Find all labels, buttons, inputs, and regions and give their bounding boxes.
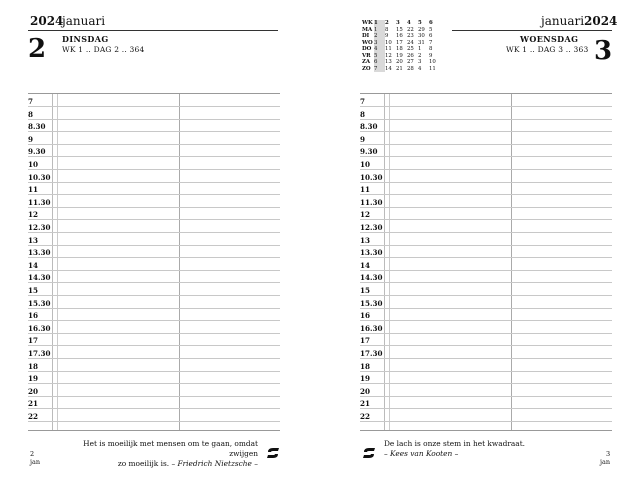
hour-row-line	[28, 408, 280, 409]
calendar-date: 9	[429, 52, 433, 59]
right-year: 2024	[584, 14, 618, 28]
hour-row-line	[28, 358, 280, 359]
hour-label: 19	[28, 374, 39, 384]
calendar-date: 8	[429, 46, 433, 52]
hour-row-line	[28, 119, 280, 120]
calendar-date: 28	[407, 65, 414, 72]
calendar-date: 11	[429, 65, 436, 72]
hour-label: 8.30	[360, 122, 378, 132]
calendar-date: 27	[407, 59, 414, 65]
hour-label: 13.30	[360, 248, 383, 258]
hour-row-line	[28, 270, 280, 271]
hour-label: 15.30	[28, 298, 51, 308]
hour-row-line	[28, 257, 280, 258]
hour-label: 17.30	[28, 349, 51, 358]
calendar-date: 10	[429, 59, 436, 65]
brand-logo-icon	[362, 446, 376, 460]
hour-row-line	[360, 257, 612, 258]
hour-row-line	[360, 156, 612, 157]
left-quote-author: Friedrich Nietzsche	[177, 459, 252, 468]
left-header-rule	[28, 30, 278, 31]
hour-row-line	[360, 131, 612, 132]
calendar-date: 5	[374, 53, 385, 60]
calendar-day-label: DI	[362, 33, 370, 39]
hour-row-line	[360, 383, 612, 384]
hour-row-line	[360, 144, 612, 145]
calendar-date: 18	[396, 46, 403, 52]
hour-label: 21	[28, 399, 39, 409]
calendar-date: 7	[429, 39, 433, 46]
hour-row-line	[360, 245, 612, 246]
hour-label: 9	[28, 134, 34, 144]
mini-calendar	[362, 20, 440, 72]
hour-row-line	[28, 371, 280, 372]
calendar-date: 1	[374, 27, 385, 34]
calendar-date: 2	[418, 52, 422, 59]
hour-row-line	[28, 282, 280, 283]
left-day-number: 2	[28, 34, 47, 64]
calendar-date: 12	[385, 52, 392, 59]
hour-row-line	[28, 156, 280, 157]
calendar-date: 15	[396, 26, 403, 33]
hour-row-line	[28, 308, 280, 309]
calendar-date: 6	[429, 33, 433, 39]
left-quote	[58, 439, 258, 469]
calendar-date: 21	[396, 65, 403, 72]
hour-row-line	[360, 371, 612, 372]
hour-label: 18	[360, 361, 371, 371]
hour-row-line	[360, 408, 612, 409]
calendar-date: 22	[407, 26, 414, 33]
hour-row-line	[360, 232, 612, 233]
hour-label: 11	[28, 185, 39, 195]
hour-label: 20	[360, 386, 371, 396]
hour-row-line	[360, 421, 612, 422]
calendar-date: 17	[396, 39, 403, 46]
hour-label: 11.30	[28, 197, 51, 207]
hour-label: 17	[28, 336, 39, 346]
calendar-date: 5	[429, 26, 433, 33]
hour-label: 9.30	[28, 147, 46, 157]
calendar-date: 7	[374, 66, 385, 73]
hour-label: 8	[360, 109, 366, 119]
calendar-date: 1	[418, 46, 422, 52]
hour-row-line	[360, 308, 612, 309]
left-quote-line1: Het is moeilijk met mensen om te gaan, omdat zwijgen	[83, 439, 258, 458]
right-header-rule	[452, 30, 612, 31]
left-month: januari	[62, 14, 106, 28]
hour-row-line	[360, 194, 612, 195]
hour-label: 22	[360, 412, 371, 421]
calendar-date: 13	[385, 59, 392, 65]
hour-row-line	[28, 383, 280, 384]
hour-label: 9	[360, 134, 366, 144]
hour-label: 17	[360, 336, 371, 346]
hour-label: 14	[28, 260, 39, 270]
hour-label: 10	[28, 160, 39, 169]
hour-row-line	[360, 320, 612, 321]
grid-bottom-line	[360, 430, 612, 431]
hour-row-line	[28, 421, 280, 422]
hour-row-line	[28, 106, 280, 107]
hour-label: 12	[360, 210, 371, 220]
calendar-week-number: 4	[407, 20, 411, 26]
hour-label: 15	[28, 286, 39, 295]
right-quote-author: – Kees van Kooten –	[384, 449, 459, 458]
hour-label: 16	[360, 311, 371, 321]
calendar-date: 9	[385, 33, 389, 39]
hour-row-line	[28, 333, 280, 334]
calendar-date: 16	[396, 33, 403, 39]
hour-row-line	[28, 345, 280, 346]
hour-label: 14	[360, 260, 371, 270]
calendar-day-label: MA	[362, 26, 373, 33]
calendar-date: 14	[385, 65, 392, 72]
hour-label: 12.30	[28, 223, 51, 232]
hour-row-line	[360, 207, 612, 208]
calendar-date: 31	[418, 39, 425, 46]
hour-row-line	[360, 295, 612, 296]
hour-label: 13	[28, 235, 39, 245]
calendar-date: 2	[374, 33, 385, 40]
hour-row-line	[360, 358, 612, 359]
hour-row-line	[360, 219, 612, 220]
calendar-date: 20	[396, 59, 403, 65]
hour-row-line	[360, 396, 612, 397]
hour-label: 8	[28, 109, 34, 119]
hour-label: 22	[28, 412, 39, 421]
hour-label: 16.30	[360, 323, 383, 333]
calendar-day-label: DO	[362, 46, 372, 52]
hour-label: 7	[28, 97, 34, 106]
grid-bottom-line	[28, 430, 280, 431]
calendar-week-number: 5	[418, 20, 422, 26]
hour-label: 13.30	[28, 248, 51, 258]
right-day-number: 3	[594, 36, 613, 66]
calendar-week-number: 1	[374, 20, 385, 27]
right-day-name: WOENSDAG	[520, 34, 579, 44]
hour-row-line	[28, 320, 280, 321]
calendar-date: 19	[396, 52, 403, 59]
hour-row-line	[28, 219, 280, 220]
right-week-info: WK 1 .. DAG 3 .. 363	[506, 45, 589, 54]
hour-label: 13	[360, 235, 371, 245]
calendar-date: 30	[418, 33, 425, 39]
calendar-date: 11	[385, 46, 392, 52]
calendar-week-number: 2	[385, 20, 389, 26]
hour-label: 15.30	[360, 298, 383, 308]
hour-label: 17.30	[360, 349, 383, 358]
hour-label: 12.30	[360, 223, 383, 232]
hour-label: 19	[360, 374, 371, 384]
hour-row-line	[28, 295, 280, 296]
hour-row-line	[28, 144, 280, 145]
calendar-date: 3	[418, 59, 422, 65]
calendar-date: 29	[418, 26, 425, 33]
hour-row-line	[28, 396, 280, 397]
hour-row-line	[360, 333, 612, 334]
brand-logo-icon	[266, 446, 280, 460]
calendar-date: 3	[374, 40, 385, 47]
left-year: 2024	[30, 14, 64, 28]
calendar-date: 8	[385, 26, 389, 33]
hour-label: 11.30	[360, 197, 383, 207]
calendar-date: 25	[407, 46, 414, 52]
hour-row-line	[360, 169, 612, 170]
hour-label: 9.30	[360, 147, 378, 157]
hour-row-line	[360, 270, 612, 271]
hour-row-line	[360, 106, 612, 107]
hour-label: 20	[28, 386, 39, 396]
hour-row-line	[28, 169, 280, 170]
calendar-day-label: ZA	[362, 59, 371, 65]
right-hour-grid	[360, 93, 612, 431]
calendar-header-label: WK	[362, 20, 373, 26]
left-footer-date: 2 jan	[30, 450, 41, 466]
calendar-day-label: WO	[362, 39, 373, 46]
hour-label: 10.30	[28, 172, 51, 182]
hour-row-line	[360, 345, 612, 346]
left-hour-grid	[28, 93, 280, 431]
calendar-day-label: ZO	[362, 65, 371, 72]
hour-label: 14.30	[28, 273, 51, 283]
calendar-week-number: 3	[396, 20, 400, 26]
calendar-week-number: 6	[429, 20, 433, 26]
hour-label: 10	[360, 160, 371, 169]
calendar-date: 26	[407, 52, 414, 59]
hour-label: 18	[28, 361, 39, 371]
right-footer-date: 3 jan	[600, 450, 611, 466]
hour-row-line	[28, 131, 280, 132]
hour-row-line	[360, 282, 612, 283]
hour-label: 16.30	[28, 323, 51, 333]
calendar-date: 4	[418, 65, 422, 72]
left-quote-line2: zo moeilijk is. – Friedrich Nietzsche –	[117, 459, 258, 468]
left-day-name: DINSDAG	[62, 34, 109, 44]
hour-label: 11	[360, 185, 371, 195]
hour-row-line	[360, 119, 612, 120]
hour-label: 21	[360, 399, 371, 409]
calendar-date: 10	[385, 39, 392, 46]
calendar-date: 6	[374, 59, 385, 66]
right-quote-line1: De lach is onze stem in het kwadraat.	[384, 439, 526, 448]
calendar-date: 4	[374, 46, 385, 53]
hour-label: 10.30	[360, 172, 383, 182]
calendar-day-label: VR	[362, 52, 371, 59]
hour-row-line	[360, 182, 612, 183]
hour-row-line	[28, 207, 280, 208]
hour-row-line	[28, 182, 280, 183]
calendar-date: 24	[407, 39, 414, 46]
hour-label: 12	[28, 210, 39, 220]
hour-label: 8.30	[28, 122, 46, 132]
hour-row-line	[28, 194, 280, 195]
hour-row-line	[28, 245, 280, 246]
hour-label: 7	[360, 97, 366, 106]
right-quote	[384, 439, 584, 459]
calendar-date: 23	[407, 33, 414, 39]
hour-row-line	[28, 232, 280, 233]
right-month: januari	[541, 14, 585, 28]
hour-label: 14.30	[360, 273, 383, 283]
left-week-info: WK 1 .. DAG 2 .. 364	[62, 45, 145, 54]
hour-label: 16	[28, 311, 39, 321]
hour-label: 15	[360, 286, 371, 295]
